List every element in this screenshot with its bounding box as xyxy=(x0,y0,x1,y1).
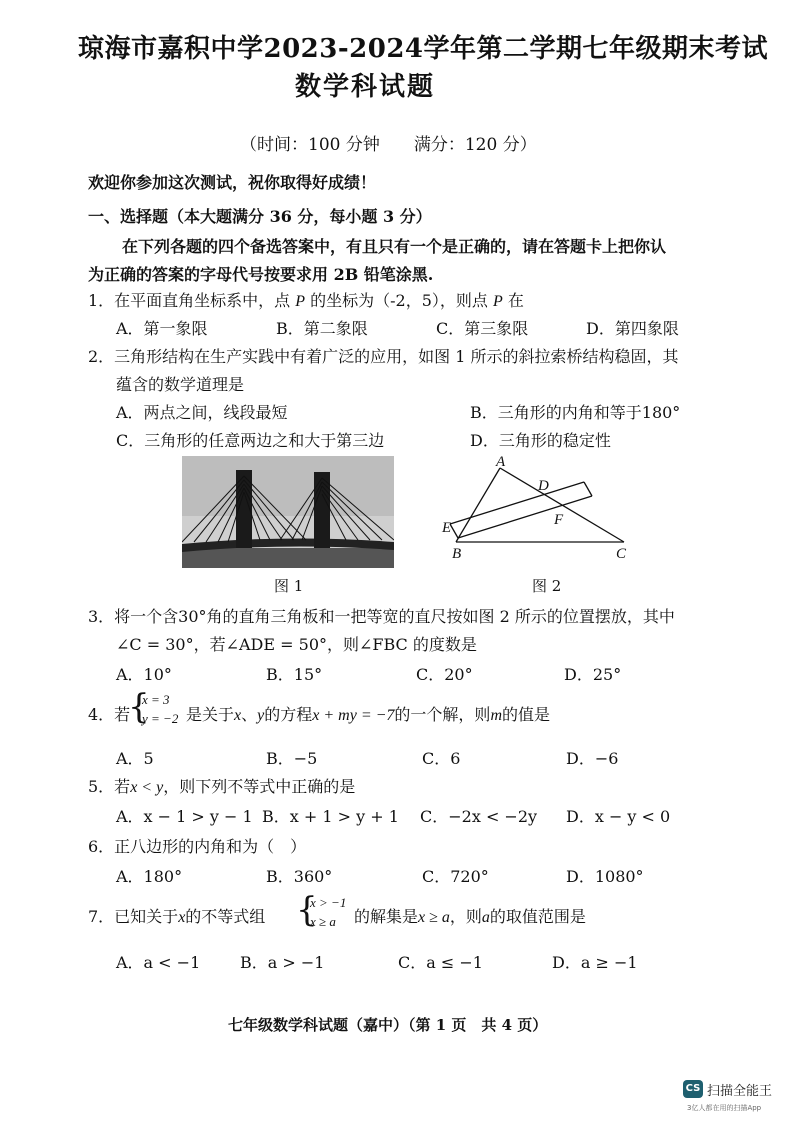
q3-option-a: A．10° xyxy=(116,665,172,684)
q5-option-a: A．x − 1 > y − 1 xyxy=(116,807,253,826)
q7-option-c: C．a ≤ −1 xyxy=(398,953,483,972)
q1-option-a: A．第一象限 xyxy=(116,319,208,338)
q5-option-b: B．x + 1 > y + 1 xyxy=(262,807,399,826)
q1-option-c: C．第三象限 xyxy=(436,319,529,338)
label-point-b: B xyxy=(452,546,462,562)
q4-option-b: B．−5 xyxy=(266,749,318,768)
question-3-stem-line2: ∠C = 30°，若∠ADE = 50°，则∠FBC 的度数是 xyxy=(116,635,477,654)
question-7-stem-part2: 的解集是x ≥ a，则a的取值范围是 xyxy=(354,907,586,926)
question-7-stem-part1: 7．已知关于x的不等式组 xyxy=(88,907,266,926)
section-heading: 一、选择题（本大题满分 36 分，每小题 3 分） xyxy=(88,207,432,226)
figure-1-bridge-image xyxy=(182,456,394,568)
q6-option-a: A．180° xyxy=(116,867,183,886)
time-score-info: （时间：100 分钟 满分：120 分） xyxy=(240,135,537,155)
q2-option-c: C．三角形的任意两边之和大于第三边 xyxy=(116,431,385,450)
question-6-stem: 6．正八边形的内角和为（ ） xyxy=(88,837,307,856)
q1-option-d: D．第四象限 xyxy=(586,319,679,338)
q4-system-bottom: y = −2 xyxy=(142,711,179,726)
q6-option-d: D．1080° xyxy=(566,867,644,886)
q6-option-b: B．360° xyxy=(266,867,333,886)
q3-option-d: D．25° xyxy=(564,665,622,684)
q7-option-a: A．a < −1 xyxy=(116,953,201,972)
camscanner-logo-icon: CS xyxy=(683,1080,703,1098)
question-4-prefix: 4．若 xyxy=(88,705,131,724)
question-1-stem: 1．在平面直角坐标系中，点 P 的坐标为（-2，5），则点 P 在 xyxy=(88,291,524,310)
camscanner-app-name: 扫描全能王 xyxy=(707,1084,773,1099)
q4-system-top: x = 3 xyxy=(142,692,170,707)
figure-2-caption: 图 2 xyxy=(532,577,562,595)
question-2-stem-line1: 2．三角形结构在生产实践中有着广泛的应用，如图 1 所示的斜拉索桥结构稳固，其 xyxy=(88,347,679,366)
q4-option-a: A．5 xyxy=(116,749,154,768)
page-footer: 七年级数学科试题（嘉中）（第 1 页 共 4 页） xyxy=(228,1016,548,1034)
question-4-stem: 是关于x、y的方程x + my = −7的一个解，则m的值是 xyxy=(186,705,551,724)
q2-option-d: D．三角形的稳定性 xyxy=(470,431,611,450)
question-3-stem-line1: 3．将一个含30°角的直角三角板和一把等宽的直尺按如图 2 所示的位置摆放，其中 xyxy=(88,607,675,626)
q7-option-d: D．a ≥ −1 xyxy=(552,953,638,972)
section-instruction-line1: 在下列各题的四个备选答案中，有且只有一个是正确的，请在答题卡上把你认 xyxy=(122,237,667,256)
q7-system-brace: { xyxy=(296,890,318,930)
question-2-stem-line2: 蕴含的数学道理是 xyxy=(116,375,245,394)
q7-system-bottom: x ≥ a xyxy=(310,914,336,929)
question-5-stem: 5．若x < y，则下列不等式中正确的是 xyxy=(88,777,356,796)
camscanner-tagline: 3亿人都在用的扫描App xyxy=(687,1104,762,1112)
q5-option-d: D．x − y < 0 xyxy=(566,807,671,826)
exam-subject: 数学科试题 xyxy=(295,72,436,102)
welcome-message: 欢迎你参加这次测试，祝你取得好成绩！ xyxy=(88,173,377,192)
exam-title: 琼海市嘉积中学2023-2024学年第二学期七年级期末考试 xyxy=(78,34,769,64)
label-point-e: E xyxy=(442,520,452,536)
q4-option-c: C．6 xyxy=(422,749,461,768)
figure-2-geometry-diagram xyxy=(436,452,644,566)
q6-option-c: C．720° xyxy=(422,867,489,886)
q7-option-b: B．a > −1 xyxy=(240,953,325,972)
label-point-d: D xyxy=(538,478,549,494)
label-point-f: F xyxy=(554,512,564,528)
q3-option-b: B．15° xyxy=(266,665,323,684)
q3-option-c: C．20° xyxy=(416,665,473,684)
q4-option-d: D．−6 xyxy=(566,749,619,768)
label-point-a: A xyxy=(496,454,506,470)
q1-option-b: B．第二象限 xyxy=(276,319,368,338)
section-instruction-line2: 为正确的答案的字母代号按要求用 2B 铅笔涂黑. xyxy=(88,265,434,284)
q5-option-c: C．−2x < −2y xyxy=(420,807,538,826)
figure-1-caption: 图 1 xyxy=(274,577,304,595)
label-point-c: C xyxy=(616,546,627,562)
q7-system-top: x > −1 xyxy=(310,895,347,910)
q2-option-a: A．两点之间，线段最短 xyxy=(116,403,288,422)
q2-option-b: B．三角形的内角和等于180° xyxy=(470,403,681,422)
q4-system-brace: { xyxy=(128,687,150,727)
